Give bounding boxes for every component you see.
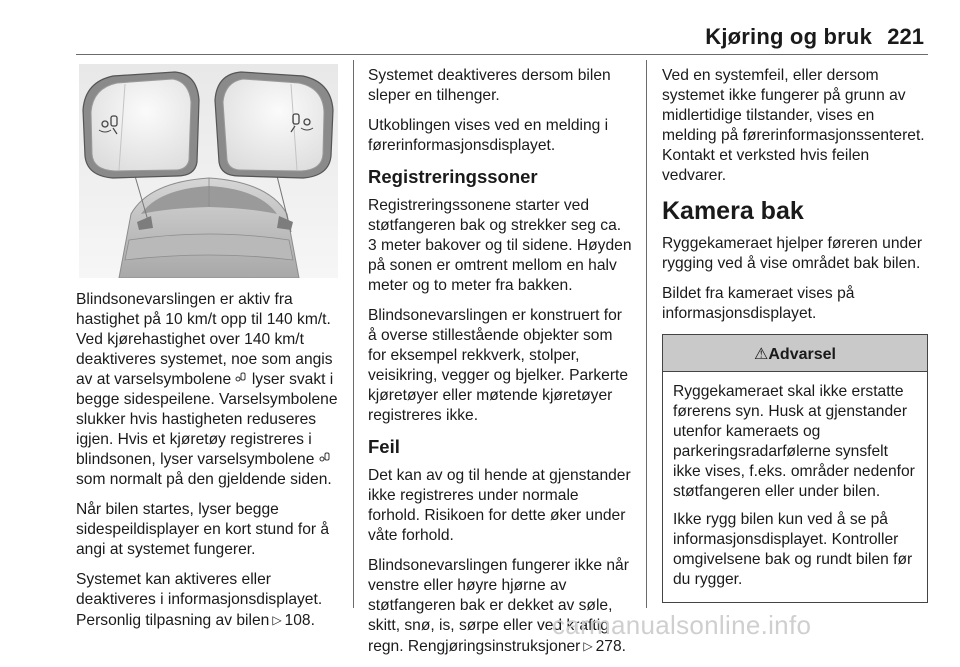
warning-box bbox=[662, 334, 928, 603]
page-reference-link[interactable]: 278. bbox=[595, 638, 626, 655]
paragraph: Blindsonevarslingen er aktiv fra hastighet på 10 km/t opp til 140 km/t. Ved kjørehastighet over 140 km/t deaktiveres systemet, noe som angis av at varselsymbolene lyser svakt i begge sidespeilene. Varselsymbolene slukker hvis hastigheten reduseres igjen. Hvis et kjøretøy registreres i blindsonen, lyser varselsymbolene som normalt på den gjeldende siden. bbox=[76, 291, 338, 488]
column-divider-left bbox=[353, 60, 354, 608]
blind-spot-mirror-illustration bbox=[79, 64, 338, 278]
page-reference-icon: ▷ bbox=[272, 613, 282, 627]
header-divider bbox=[76, 54, 928, 55]
paragraph: Det kan av og til hende at gjenstander ikke registreres under normale forhold. Risikoen for dette øker under våte forhold. bbox=[368, 467, 631, 544]
paragraph: Ryggekameraet hjelper føreren under rygging ved å vise området bak bilen. bbox=[662, 235, 923, 272]
warning-header bbox=[663, 335, 927, 372]
section-heading: Kamera bak bbox=[662, 197, 804, 225]
paragraph: Ved en systemfeil, eller dersom systemet ikke fungerer på grunn av midlertidige tilstander, vises en melding på førerinformasjonssenteret. Kontakt et verksted hvis feilen vedvarer. bbox=[662, 67, 925, 184]
page-number: 221 bbox=[887, 24, 924, 49]
page-header bbox=[0, 0, 960, 58]
mirror-car-image bbox=[79, 64, 338, 278]
page-title: Kjøring og bruk bbox=[705, 24, 872, 49]
paragraph: Blindsonevarslingen er konstruert for å overse stillestående objekter som for eksempel rekkverk, stolper, veisikring, vegger og bjelker. Parkerte kjøretøyer eller møtende kjøretøyer registreres ikke. bbox=[368, 307, 629, 424]
section-heading: Registreringssoner bbox=[368, 166, 538, 187]
column-divider-right bbox=[646, 60, 647, 608]
paragraph: Systemet deaktiveres dersom bilen sleper en tilhenger. bbox=[368, 67, 611, 104]
paragraph: Ikke rygg bilen kun ved å se på informasjonsdisplayet. Kontroller omgivelsene bak og rundt bilen før du rygger. bbox=[673, 511, 913, 588]
paragraph: Bildet fra kameraet vises på informasjonsdisplayet. bbox=[662, 285, 855, 322]
page-reference-icon: ▷ bbox=[583, 639, 593, 653]
blind-spot-warning-icon bbox=[319, 452, 331, 464]
paragraph: Systemet kan aktiveres eller deaktiveres i informasjonsdisplayet. Personlig tilpasning av bilen ▷ 108. bbox=[76, 571, 323, 629]
left-column bbox=[76, 290, 342, 641]
paragraph: Ryggekameraet skal ikke erstatte førerens syn. Husk at gjenstander utenfor kameraets og parkeringsradarfølerne synsfelt ikke vises, f.eks. områder nedenfor støtfangeren eller under bilen. bbox=[673, 383, 915, 500]
paragraph: Blindsonevarslingen fungerer ikke når venstre eller høyre hjørne av støtfangeren bak er dekket av søle, skitt, snø, is, sørpe eller ved kraftig regn. Rengjøringsinstruksjoner ▷ 278. bbox=[368, 557, 629, 655]
section-heading: Feil bbox=[368, 436, 400, 457]
paragraph: Når bilen startes, lyser begge sidespeildisplayer en kort stund for å angi at systemet fungerer. bbox=[76, 501, 330, 558]
warning-title: Advarsel bbox=[768, 346, 836, 363]
middle-column bbox=[368, 66, 634, 667]
page-reference-link[interactable]: 108. bbox=[284, 612, 315, 629]
warning-triangle-icon: ⚠ bbox=[754, 346, 769, 363]
paragraph: Utkoblingen vises ved en melding i førerinformasjonsdisplayet. bbox=[368, 117, 609, 154]
paragraph: Registreringssonene starter ved støtfangeren bak og strekker seg ca. 3 meter bakover og til sidene. Høyden på sonen er omtrent mellom en halv meter og to meter fra bakken. bbox=[368, 197, 632, 294]
right-column bbox=[662, 66, 928, 603]
blind-spot-warning-icon bbox=[235, 372, 247, 384]
watermark: carmanualsonline.info bbox=[552, 610, 812, 640]
warning-body bbox=[663, 372, 927, 602]
